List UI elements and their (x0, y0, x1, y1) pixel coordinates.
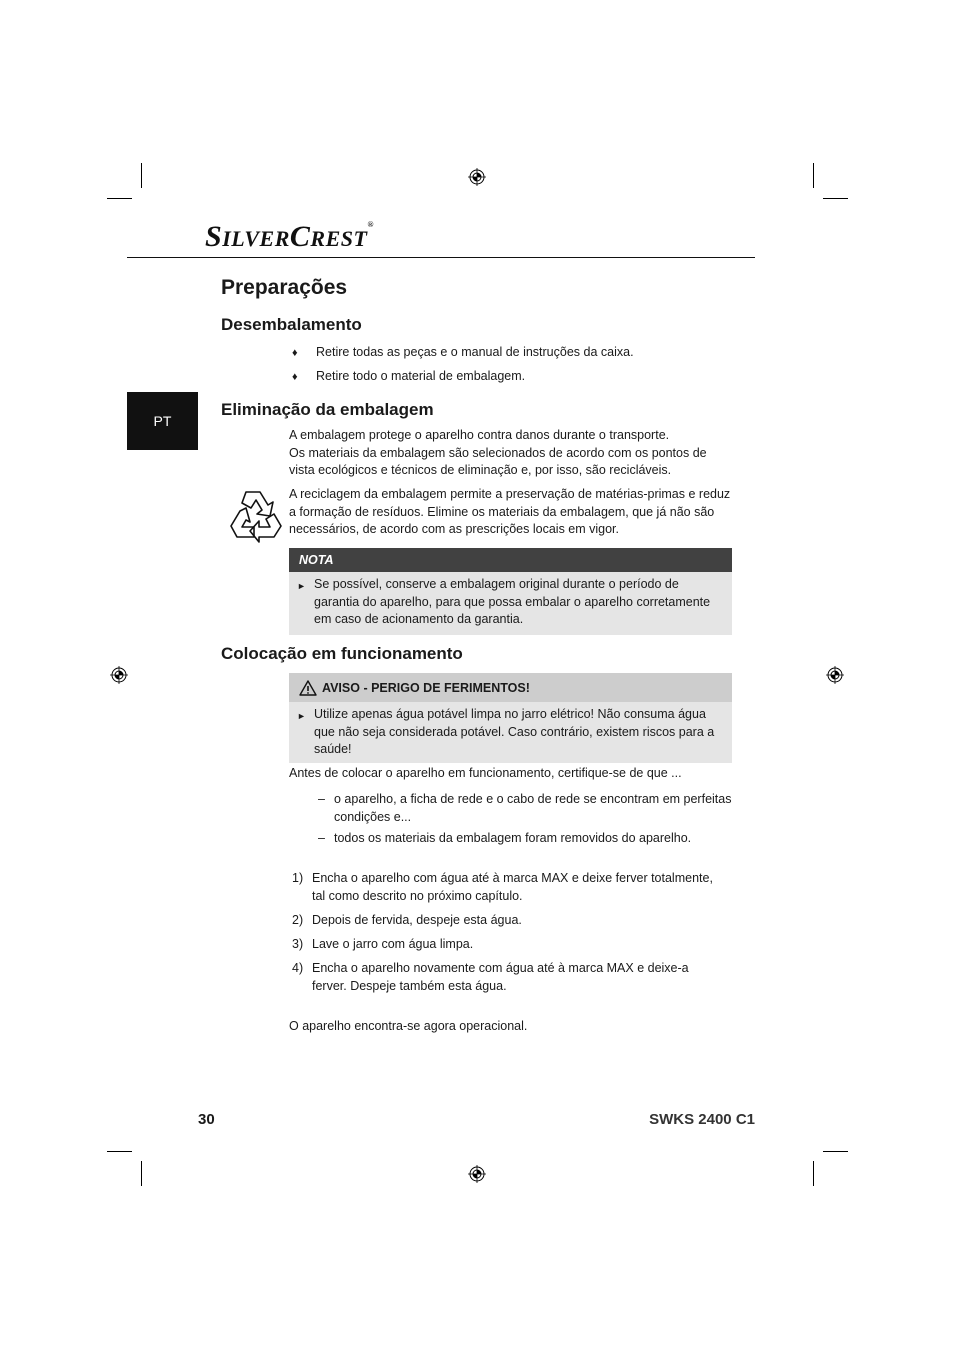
bullet-symbol: ♦ (292, 371, 298, 383)
registration-mark-icon (826, 666, 844, 684)
check-text: todos os materiais da embalagem foram removidos do aparelho. (334, 831, 692, 845)
section-heading-unpacking: Desembalamento (221, 315, 362, 334)
header-rule (127, 257, 755, 258)
paragraph-line: A embalagem protege o aparelho contra danos durante o transporte. (289, 428, 670, 442)
crop-mark (813, 163, 814, 188)
check-text: o aparelho, a ficha de rede e o cabo de rede se encontram em perfeitas condições e... (334, 792, 732, 824)
paragraph: Antes de colocar o aparelho em funcionamento, certifique-se de que ... (289, 766, 682, 780)
step-item (292, 912, 722, 930)
warning-text: Utilize apenas água potável limpa no jarro elétrico! Não consuma água que não seja considerada potável. Caso contrário, existem riscos para a saúde! (314, 707, 715, 756)
registration-mark-icon (110, 666, 128, 684)
step-item (292, 960, 722, 995)
step-number: 1) (292, 871, 304, 885)
crop-mark (141, 163, 142, 188)
step-number: 2) (292, 913, 304, 927)
bullet-text: Retire todas as peças e o manual de instruções da caixa. (316, 345, 634, 359)
note-text: Se possível, conserve a embalagem original durante o período de garantia do aparelho, para que possa embalar o aparelho corretamente em caso de acionamento da garantia. (314, 577, 711, 626)
section-heading-startup: Colocação em funcionamento (221, 644, 463, 663)
note-title: NOTA (289, 548, 732, 572)
language-tab (127, 392, 198, 450)
note-box (289, 548, 732, 635)
step-text: Encha o aparelho com água até à marca MAX e deixe ferver totalmente, tal como descrito no próximo capítulo. (312, 871, 713, 903)
warning-title: AVISO - PERIGO DE FERIMENTOS! (322, 680, 530, 695)
step-text: Encha o aparelho novamente com água até à marca MAX e deixe-a ferver. Despeje também esta água. (312, 961, 689, 993)
warning-triangle-icon (299, 680, 317, 696)
dash-symbol: – (318, 792, 325, 806)
list-item (318, 830, 733, 848)
list-item (292, 345, 634, 359)
step-text: Lave o jarro com água limpa. (312, 937, 474, 951)
warning-box (289, 673, 732, 763)
bullet-symbol: ♦ (292, 347, 298, 359)
step-item (292, 870, 722, 905)
model-number: SWKS 2400 C1 (649, 1111, 755, 1128)
step-number: 3) (292, 937, 304, 951)
paragraph-line: Os materiais da embalagem são selecionados de acordo com os pontos de vista ecológicos e técnicos de eliminação e, por isso, são recicláveis. (289, 445, 707, 477)
dash-symbol: – (318, 831, 325, 845)
step-number: 4) (292, 961, 304, 975)
crop-mark (107, 1151, 132, 1152)
list-item (292, 369, 525, 383)
bullet-text: Retire todo o material de embalagem. (316, 369, 526, 383)
paragraph (289, 427, 734, 480)
recycle-icon (226, 488, 284, 544)
registration-mark-icon (468, 168, 486, 186)
paragraph: A reciclagem da embalagem permite a preservação de matérias-primas e reduz a formação de resíduos. Elimine os materiais da embalagem, que já não são necessários, de acordo com as prescrições locais em vigor. (289, 487, 731, 536)
paragraph: O aparelho encontra-se agora operacional. (289, 1019, 528, 1033)
crop-mark (141, 1161, 142, 1186)
crop-mark (823, 1151, 848, 1152)
language-tab-label: PT (153, 413, 172, 429)
step-item (292, 936, 722, 954)
arrow-icon: ► (297, 711, 306, 721)
page-title: Preparações (221, 276, 348, 299)
arrow-icon: ► (297, 581, 306, 591)
crop-mark (823, 198, 848, 199)
section-heading-disposal: Eliminação da embalagem (221, 400, 434, 419)
brand-logo: SILVERCREST® (205, 220, 374, 253)
page-number: 30 (198, 1111, 215, 1128)
step-text: Depois de fervida, despeje esta água. (312, 913, 522, 927)
registration-mark-icon (468, 1165, 486, 1183)
crop-mark (813, 1161, 814, 1186)
list-item (318, 791, 733, 826)
crop-mark (107, 198, 132, 199)
